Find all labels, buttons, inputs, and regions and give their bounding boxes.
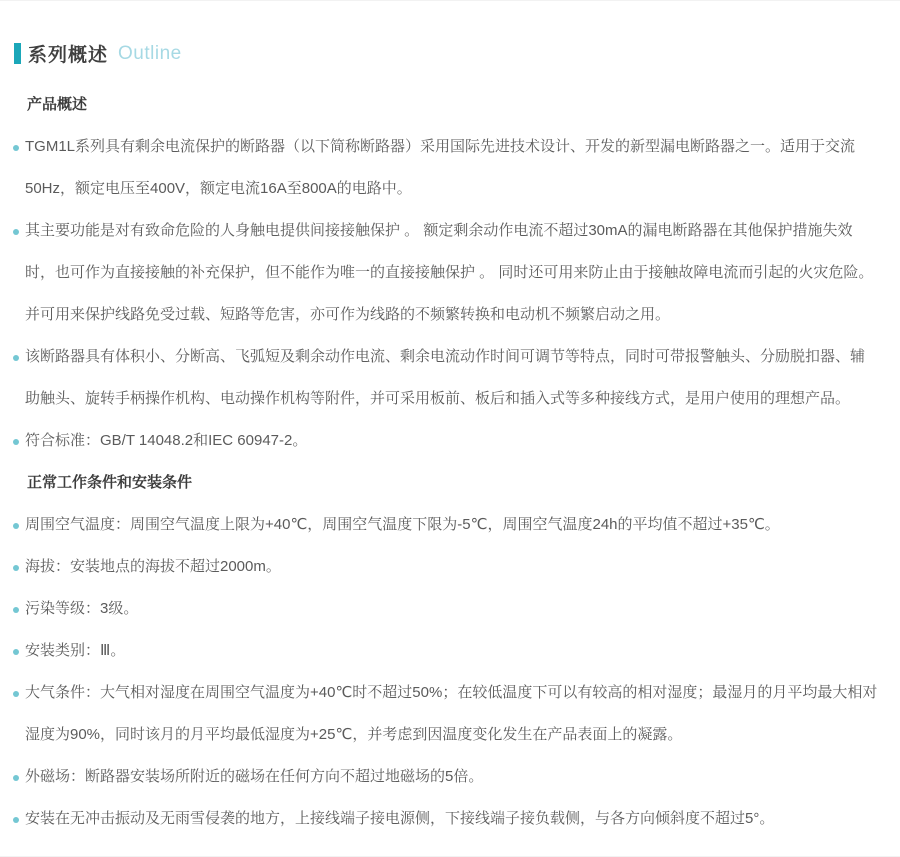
list-item-text: 大气条件：大气相对湿度在周围空气温度为+40℃时不超过50%；在较低温度下可以有较高的相对湿度；最湿月的月平均最大相对湿度为90%，同时该月的月平均最低湿度为+25℃，并考虑到因温度变化发生在产品表面上的凝露。: [25, 684, 878, 743]
list-item-text: 安装在无冲击振动及无雨雪侵袭的地方，上接线端子接电源侧，下接线端子接负载侧，与各方向倾斜度不超过5°。: [25, 810, 775, 827]
bullet-dot-icon: [13, 523, 19, 529]
list-item-text: 海拔：安装地点的海拔不超过2000m。: [25, 558, 281, 575]
working-conditions-list: [14, 504, 878, 840]
page-header: [14, 40, 900, 67]
list-item-text: 该断路器具有体积小、分断高、飞弧短及剩余动作电流、剩余电流动作时间可调节等特点，同时可带报警触头、分励脱扣器、辅助触头、旋转手柄操作机构、电动操作机构等附件，并可采用板前、板后和插入式等多种接线方式，是用户使用的理想产品。: [25, 348, 866, 407]
section-heading-product-overview: 产品概述: [27, 96, 88, 113]
list-item: [14, 126, 878, 210]
list-item: [14, 336, 878, 420]
list-item: [14, 420, 878, 462]
bullet-dot-icon: [13, 355, 19, 361]
list-item-text: 安装类别：Ⅲ。: [25, 642, 126, 659]
bullet-dot-icon: [13, 607, 19, 613]
bullet-dot-icon: [13, 817, 19, 823]
bullet-dot-icon: [13, 439, 19, 445]
list-item: [14, 630, 878, 672]
bullet-dot-icon: [13, 775, 19, 781]
bullet-dot-icon: [13, 565, 19, 571]
list-item: [14, 546, 878, 588]
list-item: [14, 672, 878, 756]
list-item-text: TGM1L系列具有剩余电流保护的断路器（以下简称断路器）采用国际先进技术设计、开发的新型漏电断路器之一。适用于交流50Hz，额定电压至400V，额定电流16A至800A的电路中。: [25, 138, 856, 197]
accent-bar-icon: [14, 43, 21, 64]
list-item: [14, 504, 878, 546]
list-item-text: 其主要功能是对有致命危险的人身触电提供间接接触保护 。 额定剩余动作电流不超过30mA的漏电断路器在其他保护措施失效时，也可作为直接接触的补充保护，但不能作为唯一的直接接触保护 。 同时还可用来防止由于接触故障电流而引起的火灾危险。并可用来保护线路免受过载、短路等危害，亦可作为线路的不频繁转换和电动机不频繁启动之用。: [25, 222, 874, 323]
list-item-text: 周围空气温度：周围空气温度上限为+40℃，周围空气温度下限为-5℃，周围空气温度24h的平均值不超过+35℃。: [25, 516, 780, 533]
page-subtitle: Outline: [118, 42, 182, 64]
page-title: 系列概述: [28, 45, 109, 66]
list-item: [14, 588, 878, 630]
product-overview-list: [14, 126, 878, 462]
section-heading-working-conditions: 正常工作条件和安装条件: [27, 474, 193, 491]
page-content: [0, 67, 900, 840]
bullet-dot-icon: [13, 691, 19, 697]
list-item: [14, 210, 878, 336]
bullet-dot-icon: [13, 649, 19, 655]
list-item-text: 污染等级：3级。: [25, 600, 139, 617]
bullet-dot-icon: [13, 229, 19, 235]
list-item-text: 符合标准：GB/T 14048.2和IEC 60947-2。: [25, 432, 308, 449]
list-item: [14, 798, 878, 840]
bullet-dot-icon: [13, 145, 19, 151]
list-item: [14, 756, 878, 798]
list-item-text: 外磁场：断路器安装场所附近的磁场在任何方向不超过地磁场的5倍。: [25, 768, 484, 785]
